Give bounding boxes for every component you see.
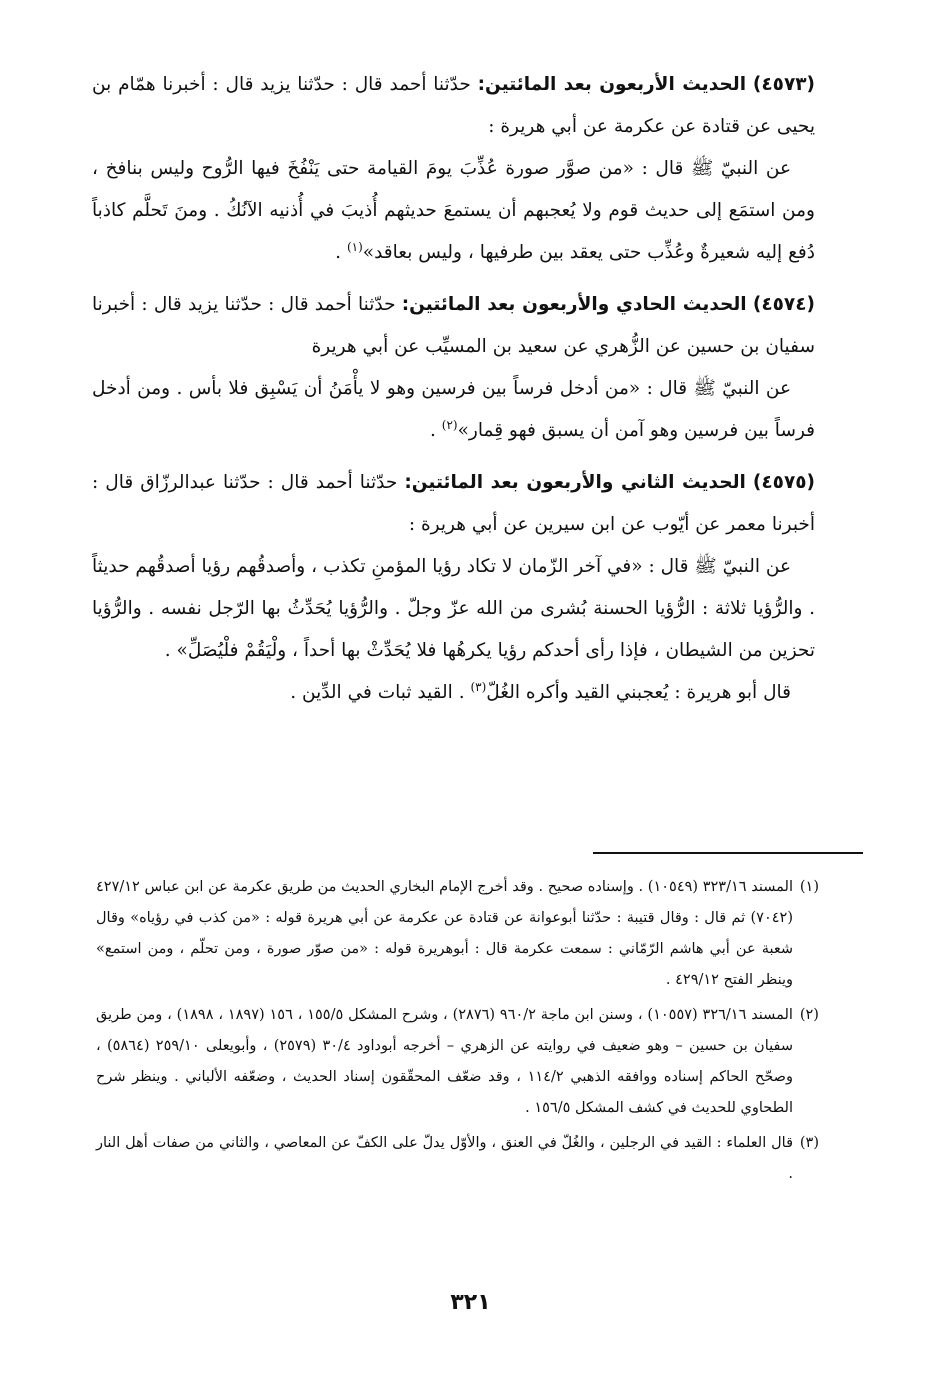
footnote-text: المسند ٣٢٣/١٦ (١٠٥٤٩) . وإسناده صحيح . وقد أخرج الإمام البخاري الحديث من طريق عكرمة عن ابن عباس ٤٢٧/١٢ (٧٠٤٢) ثم قال : وقال قتيبة : حدّثنا أبوعوانة عن قتادة عن عكرمة عن أبي هريرة قوله : «من كذب في رؤياه» وقال شعبة عن أبي هاشم الرّمّاني : سمعت عكرمة قال : أبوهريرة قوله : «من صوّر صورة ، ومن تحلّم ، ومن استمع» وينظر الفتح ٤٢٩/١٢ . bbox=[96, 879, 793, 988]
page-number: ٣٢١ bbox=[450, 1290, 491, 1315]
hadith-matn-text: عن النبيّ ﷺ قال : «من أدخل فرساً بين فرسين وهو لا يأْمَنُ أن يَسْبِق فلا بأس . ومن أدخل فرساً بين فرسين وهو آمن أن يسبق فهو قِمار» bbox=[92, 378, 815, 441]
footnote-ref[interactable]: (١) bbox=[346, 239, 363, 254]
hadith-matn-text: عن النبيّ ﷺ قال : «من صوَّر صورة عُذِّبَ يومَ القيامة حتى يَنْفُخَ فيها الرُّوح وليس بنافخ ، ومن استمَع إلى حديث قوم ولا يُعجبهم أن يستمعَ حديثهم أُذيبَ في أُذنيه الآنُكُ . ومنَ تَحلَّم كاذباً دُفع إليه شعيرةٌ وعُذِّب حتى يعقد بين طرفيها ، وليس بعاقد» bbox=[92, 158, 815, 263]
footnote-divider bbox=[593, 852, 863, 854]
footnote-text: قال العلماء : القيد في الرجلين ، والغُلّ في العنق ، والأوّل يدلّ على الكفّ عن المعاصي ، والثاني من صفات أهل النار . bbox=[96, 1135, 793, 1182]
tail-text-end: . القيد ثبات في الدِّين . bbox=[290, 682, 471, 703]
hadith-block bbox=[92, 284, 815, 452]
footnote-number: (١) bbox=[799, 879, 819, 895]
hadith-block bbox=[92, 64, 815, 274]
hadith-heading bbox=[92, 64, 815, 148]
hadith-title: الحديث الحادي والأربعون بعد المائتين: bbox=[401, 294, 747, 315]
hadith-number: (٤٥٧٤) bbox=[752, 294, 815, 315]
hadith-isnad: حدّثنا أحمد قال : حدّثنا يزيد قال : أخبرنا سفيان بن حسين عن الزُّهري عن سعيد بن المسيِّب عن أبي هريرة bbox=[92, 294, 815, 357]
footnote-text: المسند ٣٢٦/١٦ (١٠٥٥٧) ، وسنن ابن ماجة ٩٦٠/٢ (٢٨٧٦) ، وشرح المشكل ١٥٥/٥ ، ١٥٦ (١٨٩٧ ، ١٨٩٨) ، ومن طريق سفيان بن حسين – وهو ضعيف في روايته عن الزهري – أخرجه أبوداود ٣٠/٤ (٢٥٧٩) ، وأبويعلى ٢٥٩/١٠ (٥٨٦٤) ، وصحّح الحاكم إسناده ووافقه الذهبي ١١٤/٢ ، وقد ضعّف المحقّقون إسناد الحديث ، وضعّفه الألباني . وينظر شرح الطحاوي للحديث في كشف المشكل ١٥٦/٥ . bbox=[96, 1007, 793, 1116]
tail-text: قال أبو هريرة : يُعجبني القيد وأكره الغُلّ bbox=[486, 682, 791, 703]
hadith-title: الحديث الأربعون بعد المائتين: bbox=[477, 74, 747, 95]
matn-end: . bbox=[335, 242, 347, 263]
hadith-isnad: حدّثنا أحمد قال : حدّثنا يزيد قال : أخبرنا همّام بن يحيى عن قتادة عن عكرمة عن أبي هريرة : bbox=[92, 74, 815, 137]
footnote bbox=[96, 1000, 819, 1124]
hadith-isnad: حدّثنا أحمد قال : حدّثنا عبدالرزّاق قال : أخبرنا معمر عن أيّوب عن ابن سيرين عن أبي هريرة : bbox=[92, 472, 815, 535]
matn-end: . bbox=[430, 420, 442, 441]
footnote-ref[interactable]: (٢) bbox=[441, 417, 458, 432]
hadith-matn bbox=[92, 148, 815, 274]
footnote-number: (٣) bbox=[799, 1135, 819, 1151]
footnotes bbox=[96, 872, 819, 1194]
footnote-ref[interactable]: (٣) bbox=[470, 679, 487, 694]
footnote bbox=[96, 872, 819, 996]
hadith-heading bbox=[92, 462, 815, 546]
hadith-heading bbox=[92, 284, 815, 368]
hadith-block bbox=[92, 462, 815, 714]
hadith-matn bbox=[92, 368, 815, 452]
main-text bbox=[92, 64, 815, 724]
hadith-title: الحديث الثاني والأربعون بعد المائتين: bbox=[404, 472, 746, 493]
footnote bbox=[96, 1128, 819, 1190]
hadith-number: (٤٥٧٥) bbox=[752, 472, 816, 493]
hadith-matn: عن النبيّ ﷺ قال : «في آخر الزّمان لا تكاد رؤيا المؤمنِ تكذب ، وأصدقُهم رؤيا أصدقُهم حديثاً . والرُّؤيا ثلاثة : الرُّؤيا الحسنة بُشرى من الله عزّ وجلّ . والرُّؤيا يُحَدِّثُ بها الرّجل نفسه . والرُّؤيا تحزين من الشيطان ، فإذا رأى أحدكم رؤيا يكرهُها فلا يُحَدِّثْ بها أحداً ، ولْيَقُمْ فلْيُصَلِّ» . bbox=[92, 556, 815, 661]
footnote-number: (٢) bbox=[799, 1007, 819, 1023]
hadith-tail bbox=[92, 672, 815, 714]
hadith-number: (٤٥٧٣) bbox=[752, 74, 815, 95]
